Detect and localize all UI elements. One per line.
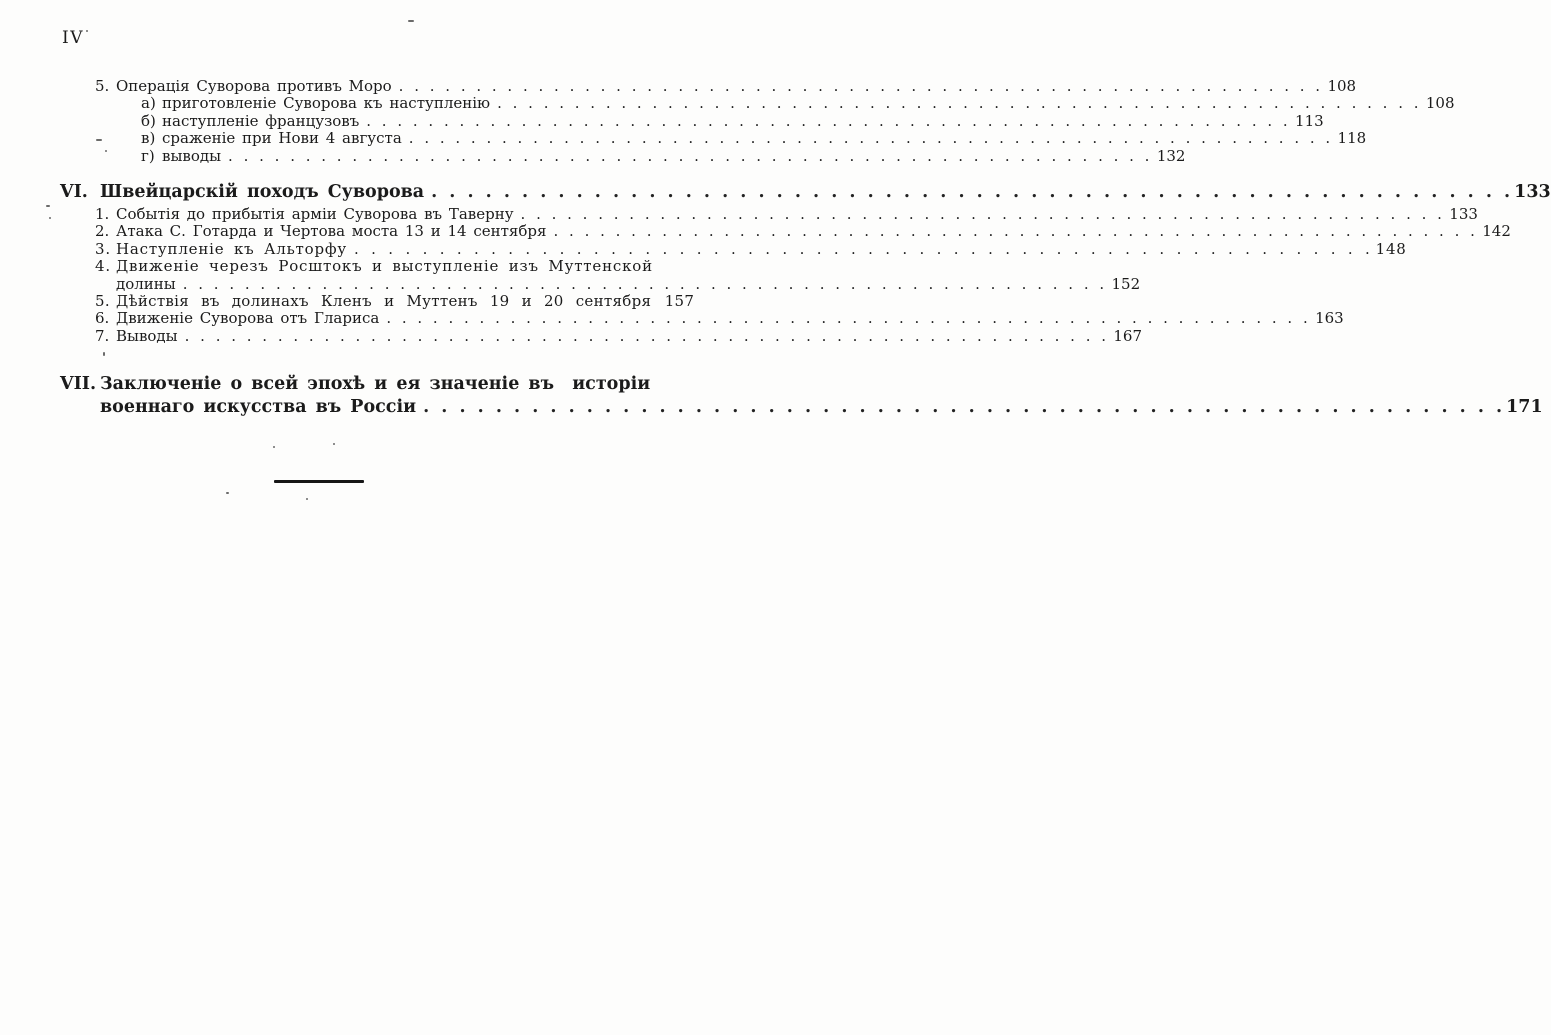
entry-page: 142 <box>1482 222 1511 241</box>
dot-leader <box>386 310 1307 327</box>
entry-number: 1. <box>95 205 110 224</box>
section-numeral: VI. <box>60 182 88 203</box>
scan-artifact <box>96 139 102 141</box>
entry-title: Движеніе Суворова отъ Глариса <box>116 309 380 328</box>
dot-leader <box>228 148 1149 165</box>
entry-number: 3. <box>95 239 111 258</box>
dot-leader <box>409 130 1330 147</box>
toc-section-heading <box>0 179 1551 206</box>
scan-artifact <box>46 205 50 207</box>
entry-letter: б) <box>141 111 156 130</box>
toc-subentry <box>0 94 1455 113</box>
entry-page: 152 <box>1111 274 1141 293</box>
entry-page: 148 <box>1375 239 1407 258</box>
dot-leader <box>423 396 1502 419</box>
toc-entry <box>0 257 653 276</box>
entry-title: Событія до прибытія арміи Суворова въ Таверну <box>116 205 514 224</box>
scan-artifact <box>333 443 335 445</box>
toc-section-continuation <box>0 396 1543 419</box>
section-divider <box>274 480 364 483</box>
scan-artifact <box>105 150 107 152</box>
scan-artifact <box>103 352 105 356</box>
entry-title: Операція Суворова противъ Моро <box>116 77 392 95</box>
toc-entry <box>0 205 1478 224</box>
toc-entry <box>0 222 1511 241</box>
section-numeral: VII. <box>60 374 97 395</box>
dot-leader <box>399 78 1320 95</box>
entry-page: 108 <box>1425 94 1455 113</box>
entry-title: Выводы <box>116 326 178 345</box>
scan-artifact <box>226 492 229 494</box>
entry-number: 7. <box>95 326 110 345</box>
entry-title: Дѣйствія въ долинахъ Кленъ и Муттенъ 19 и 20 сентября <box>116 292 652 311</box>
entry-page: 108 <box>1327 77 1357 95</box>
toc-entry <box>0 77 1357 95</box>
entry-page: 133 <box>1449 205 1478 224</box>
entry-title: выводы <box>162 146 222 165</box>
scan-artifact <box>49 217 51 219</box>
section-title: Швейцарскій походъ Суворова <box>100 182 425 203</box>
entry-page: 163 <box>1315 309 1344 328</box>
toc-subentry <box>0 111 1324 130</box>
entry-page: 171 <box>1506 396 1543 417</box>
entry-title: наступленіе французовъ <box>162 111 360 130</box>
scan-artifact <box>273 446 275 448</box>
entry-title: приготовленіе Суворова къ наступленію <box>162 94 491 113</box>
toc-entry <box>0 239 1407 258</box>
entry-number: 5. <box>95 292 110 311</box>
entry-page: 133 <box>1514 182 1551 203</box>
entry-title: Движеніе черезъ Росштокъ и выступленіе изъ Муттенской <box>116 257 653 276</box>
entry-page: 167 <box>1113 326 1143 345</box>
entry-number: 5. <box>95 77 110 95</box>
scan-artifact <box>306 498 308 500</box>
entry-title: Атака С. Готарда и Чертова моста 13 и 14 сентября <box>116 222 547 241</box>
section-title: военнаго искусства въ Россіи <box>100 396 417 417</box>
entry-page: 157 <box>664 292 695 311</box>
dot-leader <box>431 179 1510 206</box>
entry-letter: в) <box>141 129 156 148</box>
dot-leader <box>183 276 1104 293</box>
entry-page: 132 <box>1156 146 1186 165</box>
entry-letter: г) <box>141 146 155 165</box>
dot-leader <box>554 223 1475 240</box>
entry-letter: а) <box>141 94 156 113</box>
section-title: Заключеніе о всей эпохѣ и ея значеніе въ исторіи <box>100 374 651 395</box>
toc-entry <box>0 309 1344 328</box>
toc-subentry <box>0 146 1186 165</box>
scan-artifact <box>408 20 414 22</box>
entry-page: 118 <box>1337 129 1367 148</box>
table-of-contents <box>0 77 1551 418</box>
dot-leader <box>354 241 1371 258</box>
toc-entry <box>0 326 1143 345</box>
toc-entry <box>0 292 695 311</box>
entry-number: 4. <box>95 257 111 276</box>
entry-title: Наступленіе къ Альторфу <box>116 239 348 258</box>
toc-entry-continuation <box>0 274 1141 293</box>
dot-leader <box>185 328 1106 345</box>
entry-title: долины <box>116 274 176 293</box>
entry-page: 113 <box>1295 111 1324 130</box>
scan-artifact <box>86 30 88 32</box>
entry-number: 6. <box>95 309 110 328</box>
dot-leader <box>366 113 1287 130</box>
toc-section-heading <box>0 373 650 396</box>
entry-title: сраженіе при Нови 4 августа <box>162 129 402 148</box>
dot-leader <box>497 95 1418 112</box>
entry-number: 2. <box>95 222 110 241</box>
dot-leader <box>521 206 1442 223</box>
page-number: IV <box>62 28 84 48</box>
